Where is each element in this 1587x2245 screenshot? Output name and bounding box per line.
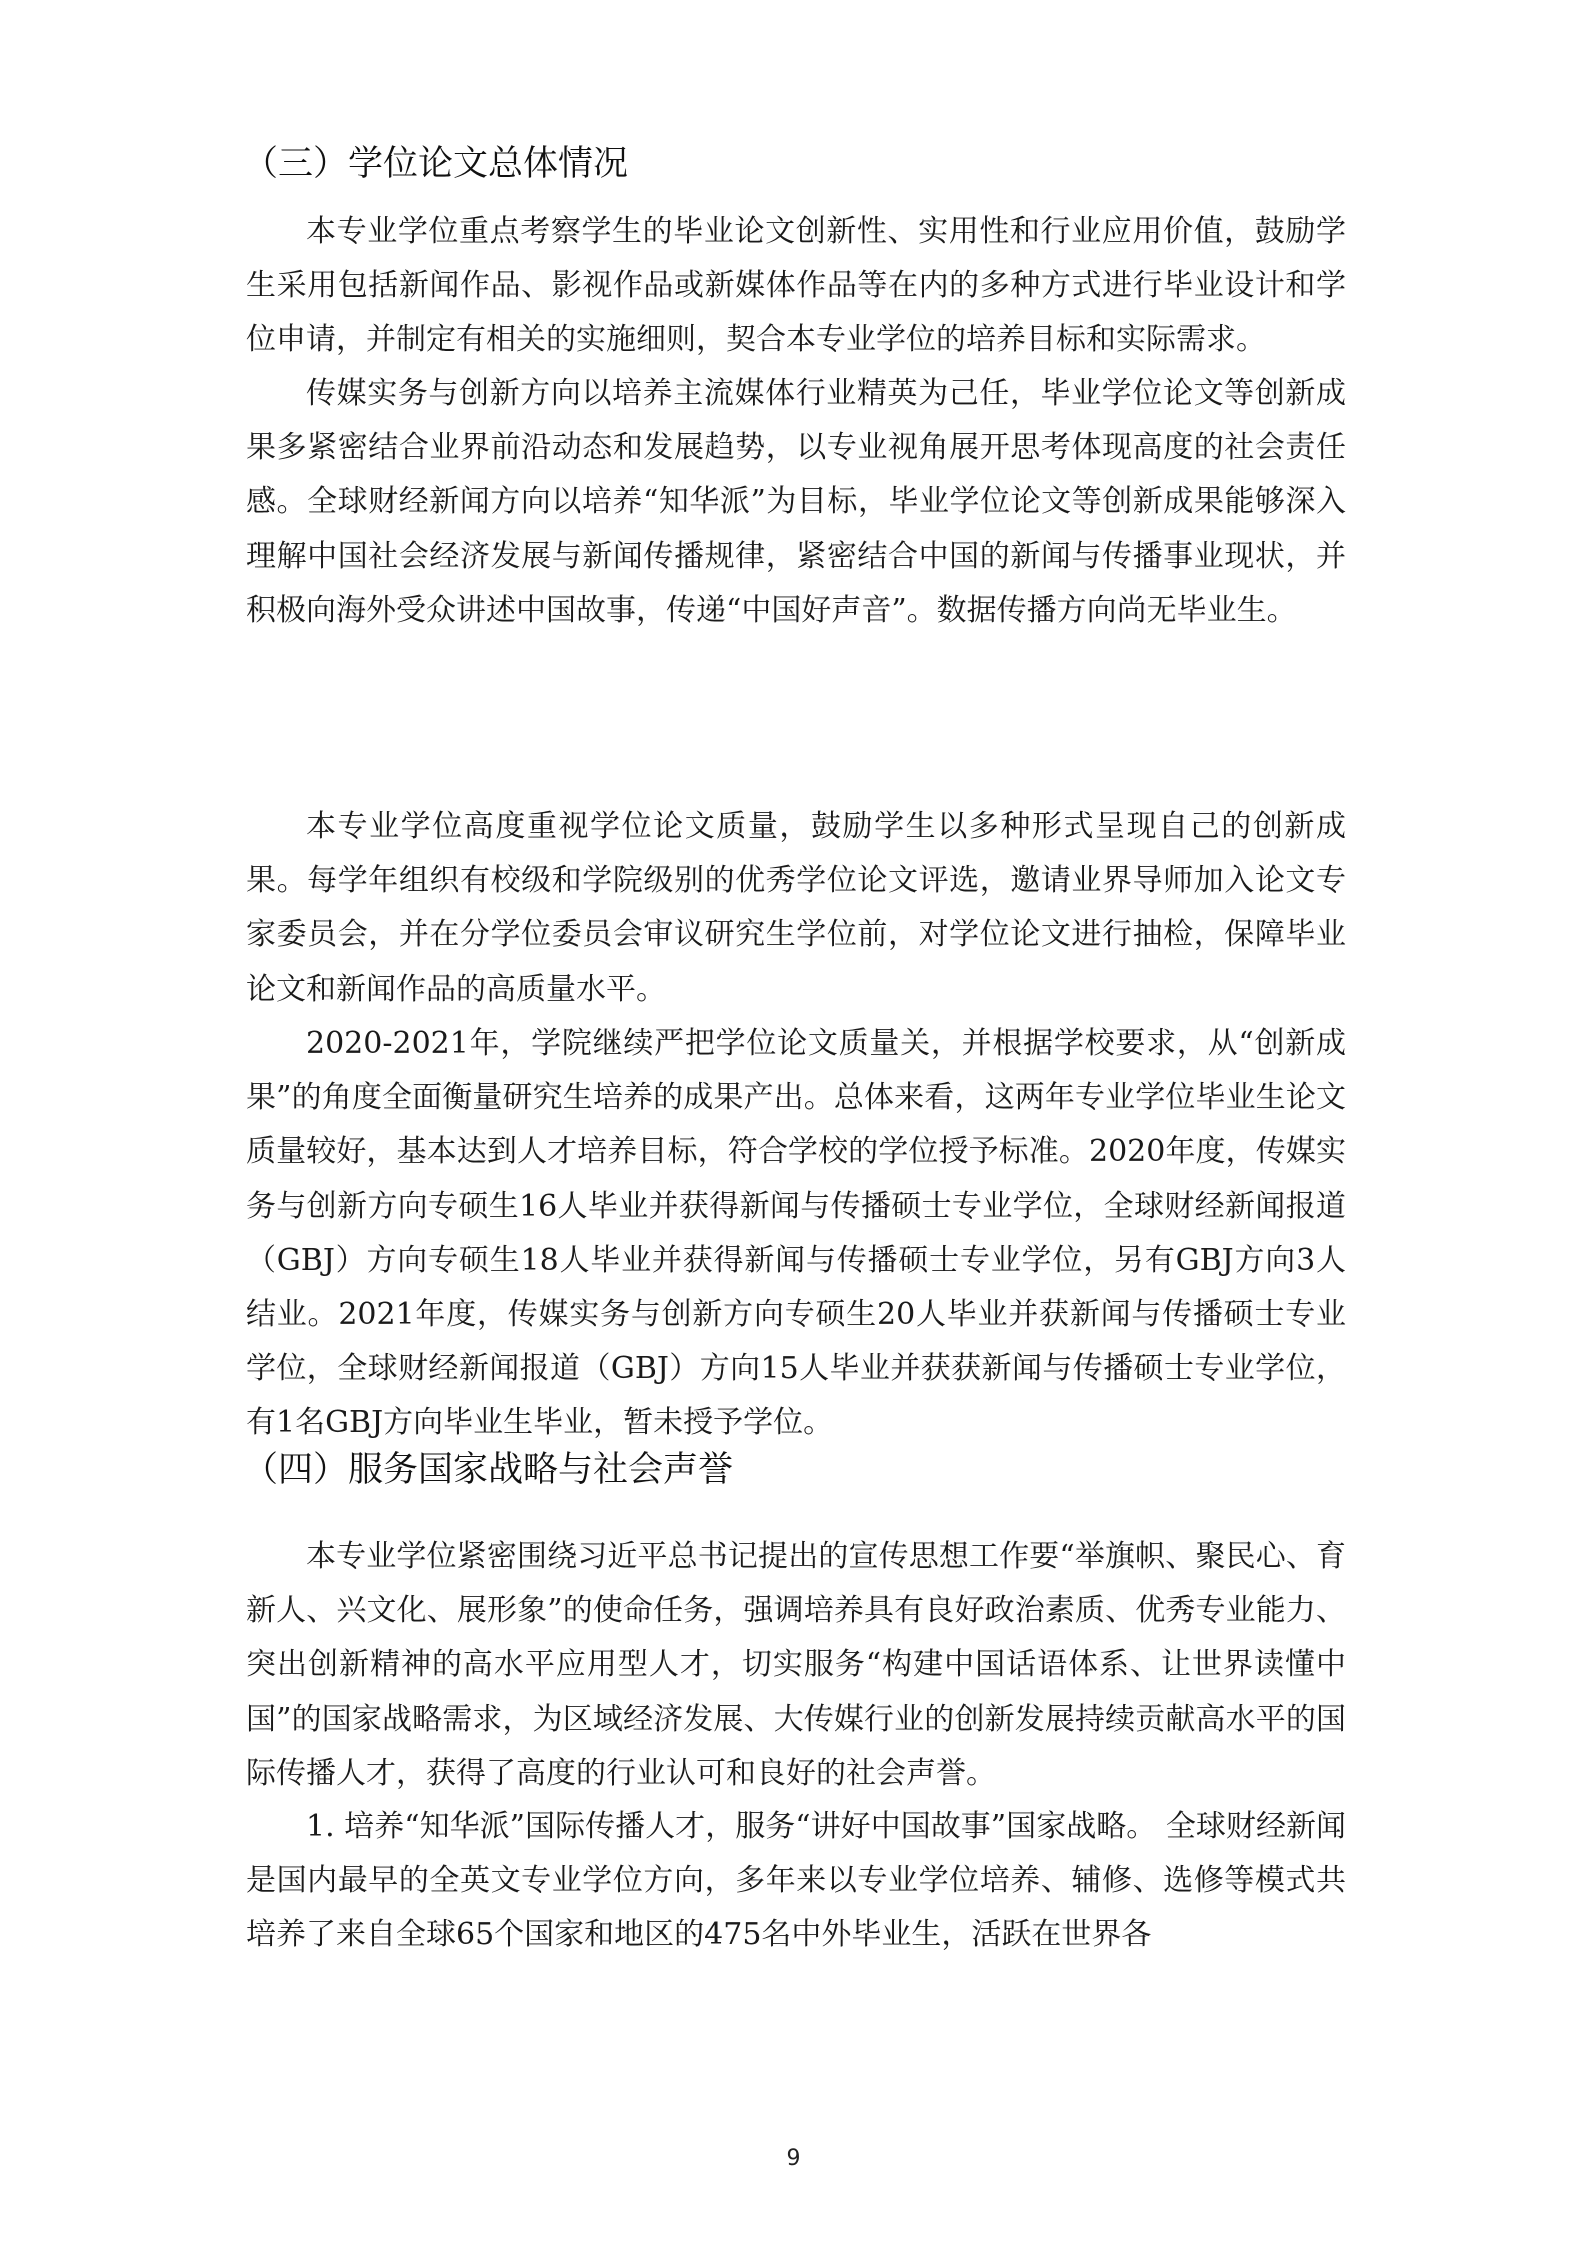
paragraph-global-talent: 1. 培养“知华派”国际传播人才，服务“讲好中国故事”国家战略。 全球财经新闻是国内最早的全英文专业学位方向，多年来以专业学位培养、辅修、选修等模式共培养了来自全球65个国家和地区的475名中外毕业生，活跃在世界各 [246, 1809, 1346, 1953]
paragraph-mission-statement: 本专业学位紧密围绕习近平总书记提出的宣传思想工作要“举旗帜、聚民心、育新人、兴文化、展形象”的使命任务，强调培养具有良好政治素质、优秀专业能力、突出创新精神的高水平应用型人才，切实服务“构建中国话语体系、让世界读懂中国”的国家战略需求，为区域经济发展、大传媒行业的创新发展持续贡献高水平的国际传播人才，获得了高度的行业认可和良好的社会声誉。 [246, 1539, 1346, 1791]
paragraph-quality-assurance: 本专业学位高度重视学位论文质量，鼓励学生以多种形式呈现自己的创新成果。每学年组织有校级和学院级别的优秀学位论文评选，邀请业界导师加入论文专家委员会，并在分学位委员会审议研究生学位前，对学位论文进行抽检，保障毕业论文和新闻作品的高质量水平。 [246, 809, 1346, 1007]
section-heading-national-strategy: （四）服务国家战略与社会声誉 [243, 1450, 734, 1490]
paragraph-graduation-statistics: 2020-2021年，学院继续严把学位论文质量关，并根据学校要求，从“创新成果”的角度全面衡量研究生培养的成果产出。总体来看，这两年专业学位毕业生论文质量较好，基本达到人才培养目标，符合学校的学位授予标准。2020年度，传媒实务与创新方向专硕生16人毕业并获得新闻与传播硕士专业学位，全球财经新闻报道（GBJ）方向专硕生18人毕业并获得新闻与传播硕士专业学位，另有GBJ方向3人结业。2021年度，传媒实务与创新方向专硕生20人毕业并获新闻与传播硕士专业学位，全球财经新闻报道（GBJ）方向15人毕业并获获新闻与传播硕士专业学位，有1名GBJ方向毕业生毕业，暂未授予学位。 [246, 1026, 1346, 1441]
paragraph-thesis-requirements: 本专业学位重点考察学生的毕业论文创新性、实用性和行业应用价值，鼓励学生采用包括新闻作品、影视作品或新媒体作品等在内的多种方式进行毕业设计和学位申请，并制定有相关的实施细则，契合本专业学位的培养目标和实际需求。 [246, 214, 1346, 358]
page-number: 9 [786, 2146, 801, 2171]
paragraph-direction-outcomes: 传媒实务与创新方向以培养主流媒体行业精英为己任，毕业学位论文等创新成果多紧密结合业界前沿动态和发展趋势，以专业视角展开思考体现高度的社会责任感。全球财经新闻方向以培养“知华派”为目标，毕业学位论文等创新成果能够深入理解中国社会经济发展与新闻传播规律，紧密结合中国的新闻与传播事业现状，并积极向海外受众讲述中国故事，传递“中国好声音”。数据传播方向尚无毕业生。 [246, 376, 1346, 628]
section-heading-thesis-overview: （三）学位论文总体情况 [243, 144, 629, 184]
